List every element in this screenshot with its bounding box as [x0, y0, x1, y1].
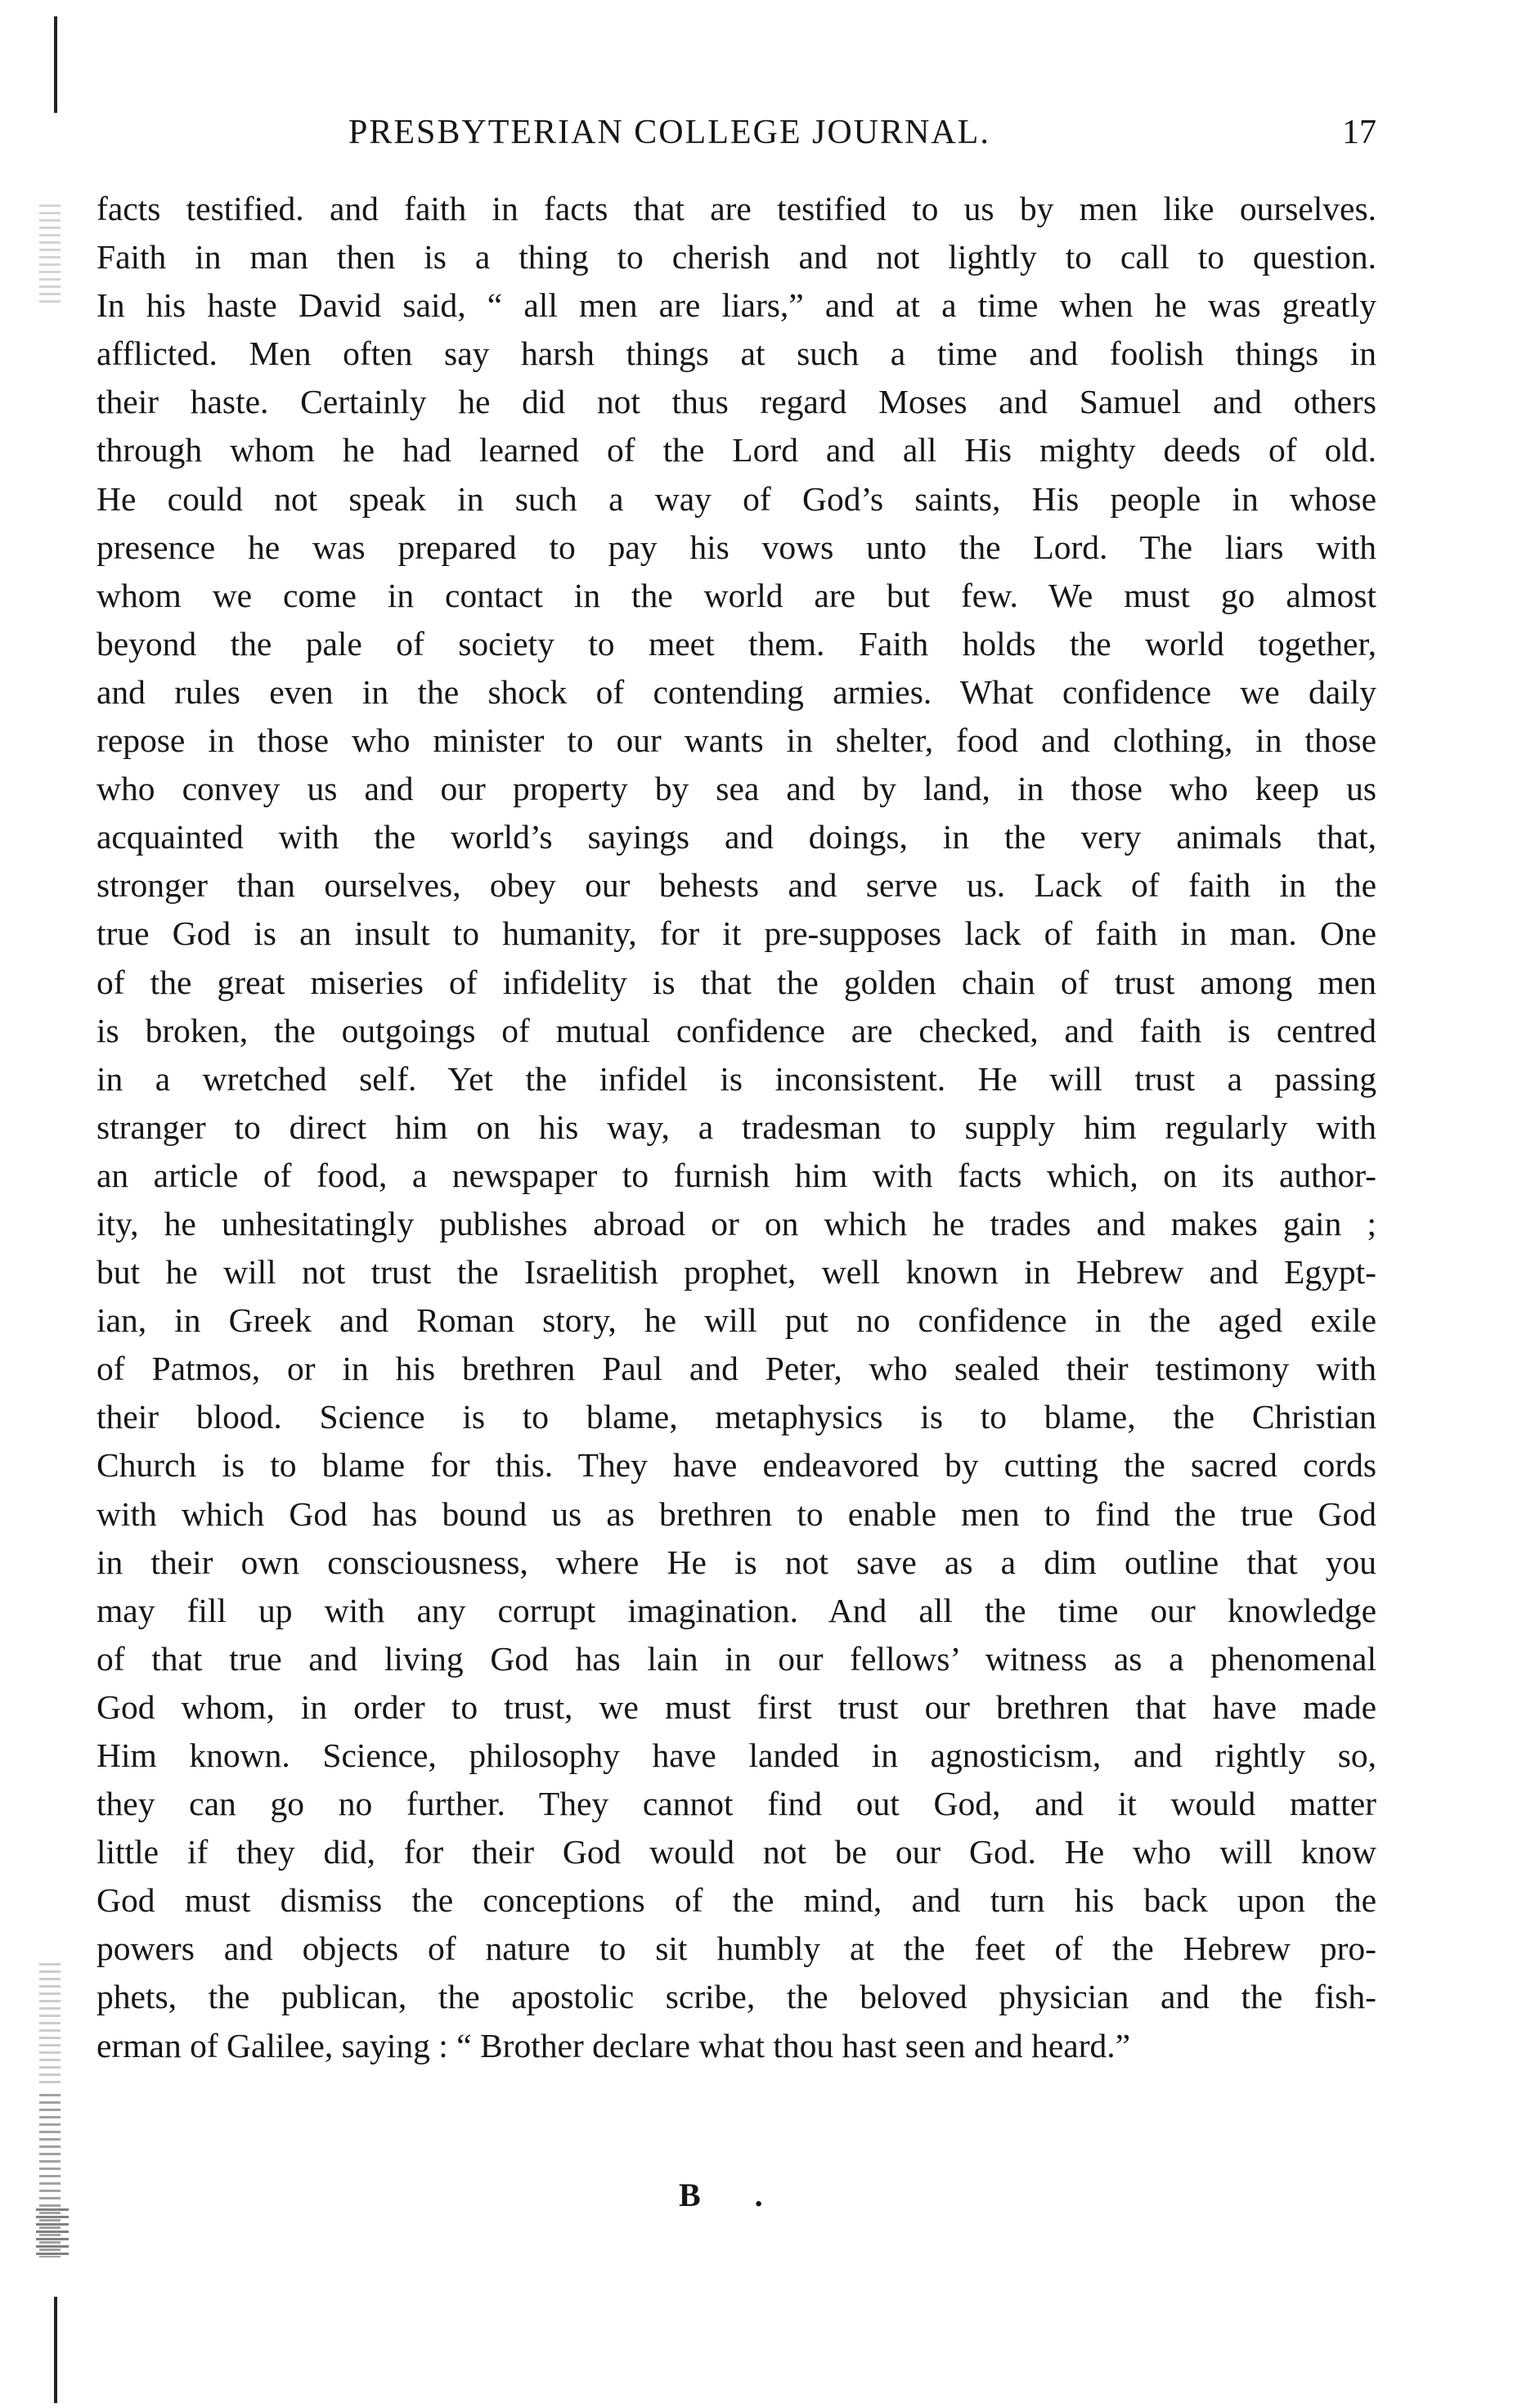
text-line: their haste. Certainly he did not thus regard Moses and Samuel and others — [97, 383, 1376, 421]
text-line: ian, in Greek and Roman story, he will put no confidence in the aged exile — [97, 1301, 1376, 1340]
text-line: God whom, in order to trust, we must first trust our brethren that have made — [97, 1687, 1376, 1726]
text-line: Church is to blame for this. They have endeavored by cutting the sacred cords — [97, 1446, 1376, 1485]
text-line: In his haste David said, “ all men are liars,” and at a time when he was greatly — [97, 286, 1376, 325]
scan-smudge — [36, 2208, 69, 2258]
scan-smudge — [39, 204, 61, 303]
text-line: in a wretched self. Yet the infidel is inconsistent. He will trust a passing — [97, 1059, 1376, 1098]
text-line: of the great miseries of infidelity is that the golden chain of trust among men — [97, 963, 1376, 1001]
text-line: Him known. Science, philosophy have landed in agnosticism, and rightly so, — [97, 1736, 1376, 1774]
text-line: may fill up with any corrupt imagination. And all the time our knowledge — [97, 1591, 1376, 1629]
signature-mark: B . — [679, 2177, 786, 2213]
text-line: and rules even in the shock of contending armies. What confidence we daily — [97, 672, 1376, 711]
text-line: little if they did, for their God would not be our God. He who will know — [97, 1833, 1376, 1871]
text-line: whom we come in contact in the world are but few. We must go almost — [97, 576, 1376, 614]
text-line: true God is an insult to humanity, for it pre-supposes lack of faith in man. One — [97, 914, 1376, 953]
scan-edge-mark-bottom — [54, 2297, 57, 2403]
text-line: beyond the pale of society to meet them. Faith holds the world together, — [97, 624, 1376, 663]
text-line: ity, he unhesitatingly publishes abroad or on which he trades and makes gain ; — [97, 1204, 1376, 1242]
text-line: stronger than ourselves, obey our behests and serve us. Lack of faith in the — [97, 866, 1376, 905]
text-line: is broken, the outgoings of mutual confidence are checked, and faith is centred — [97, 1011, 1376, 1049]
running-head — [97, 113, 1376, 162]
text-line: He could not speak in such a way of God’s saints, His people in whose — [97, 479, 1376, 518]
text-line: who convey us and our property by sea and by land, in those who keep us — [97, 770, 1376, 808]
text-line: with which God has bound us as brethren to enable men to find the true God — [97, 1494, 1376, 1533]
text-line: acquainted with the world’s sayings and doings, in the very animals that, — [97, 818, 1376, 856]
body-text — [97, 185, 1376, 2070]
text-line: in their own consciousness, where He is not save as a dim outline that you — [97, 1543, 1376, 1581]
text-line: through whom he had learned of the Lord and all His mighty deeds of old. — [97, 431, 1376, 469]
text-line: God must dismiss the conceptions of the mind, and turn his back upon the — [97, 1881, 1376, 1920]
text-line: they can go no further. They cannot find out God, and it would matter — [97, 1785, 1376, 1823]
text-line: erman of Galilee, saying : “ Brother declare what thou hast seen and heard.” — [97, 2026, 1131, 2064]
text-line: powers and objects of nature to sit humbly at the feet of the Hebrew pro- — [97, 1930, 1376, 1968]
journal-title: PRESBYTERIAN COLLEGE JOURNAL. — [348, 114, 990, 151]
text-line: stranger to direct him on his way, a tradesman to supply him regularly with — [97, 1107, 1376, 1146]
scan-edge-mark-top — [54, 16, 57, 113]
text-line: but he will not trust the Israelitish prophet, well known in Hebrew and Egypt- — [97, 1253, 1376, 1292]
text-line: phets, the publican, the apostolic scribe, the beloved physician and the fish- — [97, 1978, 1376, 2016]
text-line: of Patmos, or in his brethren Paul and Peter, who sealed their testimony with — [97, 1350, 1376, 1388]
scan-smudge — [39, 1963, 61, 2086]
text-line: afflicted. Men often say harsh things at such a time and foolish things in — [97, 335, 1376, 373]
text-line: presence he was prepared to pay his vows unto the Lord. The liars with — [97, 528, 1376, 566]
text-line: an article of food, a newspaper to furnish him with facts which, on its author- — [97, 1156, 1376, 1194]
text-line: repose in those who minister to our wants in shelter, food and clothing, in those — [97, 721, 1376, 760]
text-line: Faith in man then is a thing to cherish and not lightly to call to question. — [97, 238, 1376, 276]
page-number: 17 — [1342, 114, 1376, 151]
text-line: facts testified. and faith in facts that are testified to us by men like ourselves. — [97, 190, 1376, 227]
text-line: of that true and living God has lain in our fellows’ witness as a phenomenal — [97, 1639, 1376, 1678]
text-line: their blood. Science is to blame, metaphysics is to blame, the Christian — [97, 1398, 1376, 1436]
